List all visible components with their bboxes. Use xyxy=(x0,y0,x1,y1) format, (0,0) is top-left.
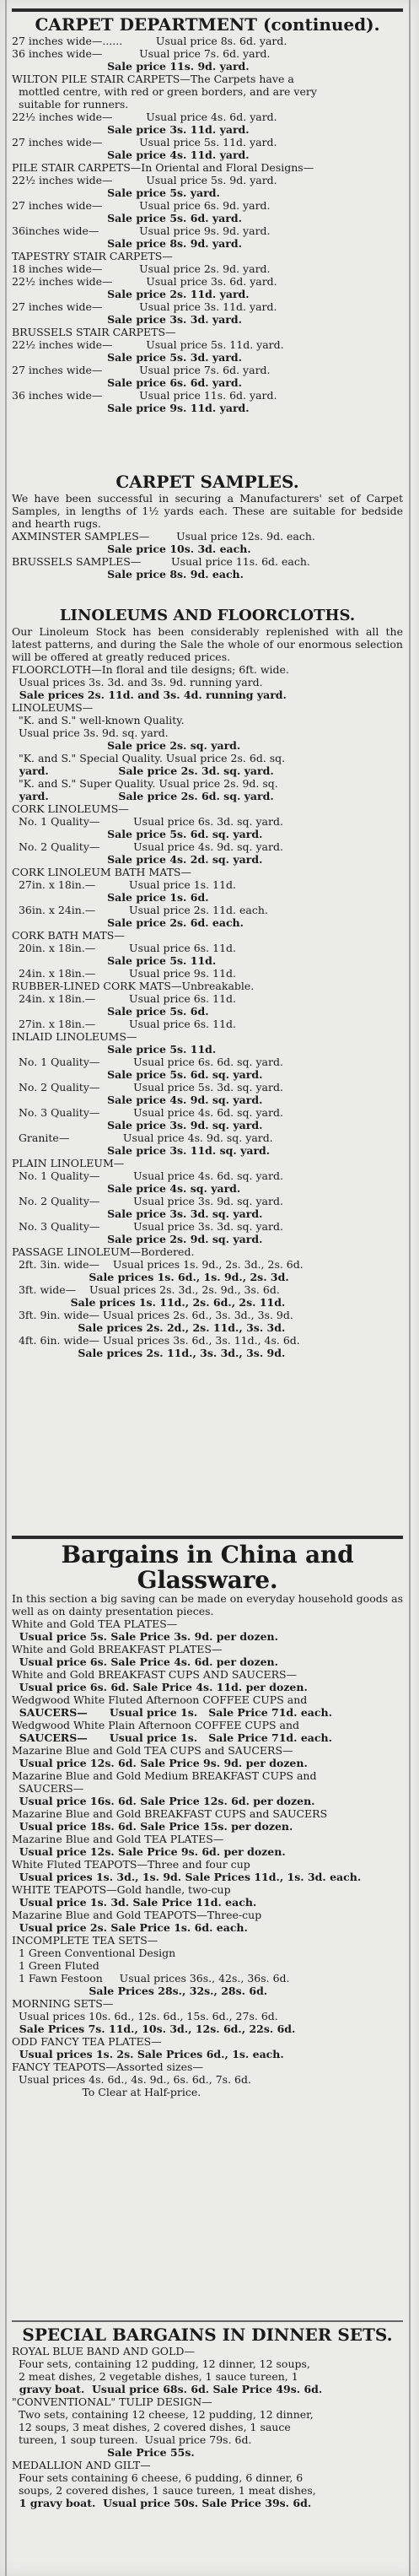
text-line: Four sets, containing 12 pudding, 12 dinner, 12 soups, xyxy=(12,2357,310,2370)
top-rule xyxy=(12,8,403,12)
text-line: 4ft. 6in. wide— Usual prices 3s. 6d., 3s. 11d., 4s. 6d. xyxy=(12,1333,300,1347)
text-line: Sale prices 1s. 11d., 2s. 6d., 2s. 11d. xyxy=(12,1295,286,1309)
text-line: Wedgwood White Fluted Afternoon COFFEE CUPS and xyxy=(12,1693,308,1707)
text-line: yard. Sale price 2s. 3d. sq. yard. xyxy=(12,764,274,777)
text-line: Sale price 3s. 9d. sq. yard. xyxy=(12,1118,263,1131)
text-line: Usual price 3s. 9d. sq. yard. xyxy=(12,726,169,739)
text-line: "K. and S." well-known Quality. xyxy=(12,713,185,726)
left-column-rule xyxy=(5,0,7,2576)
text-line: Usual price 6s. Sale Price 4s. 6d. per dozen. xyxy=(12,1655,278,1669)
text-line: Sale price 4s. 2d. sq. yard. xyxy=(12,852,263,866)
text-line: FLOORCLOTH—In floral and tile designs; 6ft. wide. xyxy=(12,662,289,676)
text-line: Usual price 1s. 3d. Sale Price 11d. each. xyxy=(12,1896,257,1909)
text-line: Usual price 12s. Sale Price 9s. 6d. per dozen. xyxy=(12,1845,286,1859)
text-line: Usual prices 10s. 6d., 12s. 6d., 15s. 6d., 27s. 6d. xyxy=(12,2010,278,2023)
text-line: Sale price 5s. 11d. xyxy=(12,953,217,967)
text-line: 27 inches wide— Usual price 7s. 6d. yard. xyxy=(12,364,271,376)
text-line: INCOMPLETE TEA SETS— xyxy=(12,1934,158,1947)
text-line: CORK LINOLEUM BATH MATS— xyxy=(12,865,191,878)
text-line: Sale price 5s. 6d. yard. xyxy=(12,212,242,224)
text-line: MORNING SETS— xyxy=(12,1997,114,2011)
text-line: 1 Fawn Festoon Usual prices 36s., 42s., 36s. 6d. xyxy=(12,1972,290,1985)
text-line: Sale price 5s. yard. xyxy=(12,186,220,199)
text-line: Sale price 8s. 9d. each. xyxy=(12,568,244,581)
text-line: Usual price 12s. 6d. Sale Price 9s. 9d. per dozen. xyxy=(12,1757,308,1770)
text-line: FANCY TEAPOTS—Assorted sizes— xyxy=(12,2060,203,2074)
text-line: TAPESTRY STAIR CARPETS— xyxy=(12,250,173,262)
text-line: INLAID LINOLEUMS— xyxy=(12,1029,137,1043)
text-line: 27in. x 18in.— Usual price 1s. 11d. xyxy=(12,878,236,891)
text-line: Sale price 3s. 11d. sq. yard. xyxy=(12,1143,271,1157)
text-line: Usual prices 1s. 3d., 1s. 9d. Sale Prices 11d., 1s. 3d. each. xyxy=(12,1871,362,1884)
text-line: 27 inches wide— Usual price 5s. 11d. yard. xyxy=(12,136,277,149)
text-line: Mazarine Blue and Gold TEAPOTS—Three-cup xyxy=(12,1909,262,1922)
carpet-lines xyxy=(12,35,403,414)
text-line: "K. and S." Super Quality. Usual price 2s. 9d. sq. xyxy=(12,776,278,790)
text-line: Wedgwood White Plain Afternoon COFFEE CUPS and xyxy=(12,1719,300,1732)
text-line: 1 gravy boat. Usual price 50s. Sale Price 39s. 6d. xyxy=(12,2497,312,2509)
text-line: No. 1 Quality— Usual price 4s. 6d. sq. yard. xyxy=(12,1169,283,1182)
text-line: Sale price 4s. sq. yard. xyxy=(12,1181,241,1195)
text-line: 36inches wide— Usual price 9s. 9d. yard. xyxy=(12,224,271,237)
text-line: Sale price 3s. 3d. sq. yard. xyxy=(12,1207,263,1220)
text-line: MEDALLION AND GILT— xyxy=(12,2459,151,2471)
text-line: SAUCERS— Usual price 1s. Sale Price 71d. each. xyxy=(12,1731,332,1745)
text-line: gravy boat. Usual price 68s. 6d. Sale Price 49s. 6d. xyxy=(12,2383,323,2395)
text-line: Sale price 4s. 9d. sq. yard. xyxy=(12,1093,263,1106)
text-line: 2ft. 3in. wide— Usual prices 1s. 9d., 2s. 3d., 2s. 6d. xyxy=(12,1257,304,1271)
text-line: Usual price 5s. Sale Price 3s. 9d. per dozen. xyxy=(12,1630,278,1644)
text-line: Sale Price 55s. xyxy=(12,2446,195,2459)
text-line: 24in. x 18in.— Usual price 6s. 11d. xyxy=(12,991,236,1005)
text-line: SAUCERS— Usual price 1s. Sale Price 71d. each. xyxy=(12,1706,332,1720)
text-line: CORK BATH MATS— xyxy=(12,928,125,942)
text-line: 27 inches wide—...... Usual price 8s. 6d. yard. xyxy=(12,35,287,47)
text-line: Sale price 11s. 9d. yard. xyxy=(12,60,250,73)
text-line: 27 inches wide— Usual price 3s. 11d. yard. xyxy=(12,300,277,313)
text-line: 27 inches wide— Usual price 6s. 9d. yard. xyxy=(12,199,271,212)
text-line: No. 1 Quality— Usual price 6s. 3d. sq. yard. xyxy=(12,814,283,828)
text-line: PILE STAIR CARPETS—In Oriental and Floral Designs— xyxy=(12,161,314,174)
china-top-rule xyxy=(12,1536,403,1539)
text-line: Sale price 10s. 3d. each. xyxy=(12,543,251,555)
text-line: Sale price 4s. 11d. yard. xyxy=(12,149,250,161)
china-title-2: Glassware. xyxy=(137,1565,278,1594)
text-line: No. 3 Quality— Usual price 4s. 6d. sq. yard. xyxy=(12,1105,283,1119)
text-line: Sale Prices 7s. 11d., 10s. 3d., 12s. 6d., 22s. 6d. xyxy=(12,2022,296,2036)
text-line: 18 inches wide— Usual price 2s. 9d. yard. xyxy=(12,262,271,275)
text-line: 3ft. wide— Usual prices 2s. 3d., 2s. 9d., 3s. 6d. xyxy=(12,1283,280,1296)
text-line: Sale price 2s. 6d. each. xyxy=(12,915,244,929)
text-line: No. 2 Quality— Usual price 4s. 9d. sq. yard. xyxy=(12,840,283,853)
text-line: No. 2 Quality— Usual price 3s. 9d. sq. yard. xyxy=(12,1194,283,1207)
text-line: 3ft. 9in. wide— Usual prices 2s. 6d., 3s. 3d., 3s. 9d. xyxy=(12,1308,293,1321)
china-intro: In this section a big saving can be made on everyday household goods as well as on dainty presentation pieces. xyxy=(12,1592,403,1618)
text-line: ROYAL BLUE BAND AND GOLD— xyxy=(12,2345,195,2357)
text-line: Usual price 18s. 6d. Sale Price 15s. per dozen. xyxy=(12,1820,293,1833)
samples-intro: We have been successful in securing a Manufacturers' set of Carpet Samples, in lengths of 1½ yards each. These are suitable for bedside and hearth rugs. xyxy=(12,492,403,530)
text-line: 36in. x 24in.— Usual price 2s. 11d. each. xyxy=(12,903,268,916)
text-line: LINOLEUMS— xyxy=(12,700,94,714)
text-line: Sale prices 2s. 11d., 3s. 3d., 3s. 9d. xyxy=(12,1346,286,1359)
text-line: Sale price 8s. 9d. yard. xyxy=(12,237,242,250)
text-line: Usual price 6s. 6d. Sale Price 4s. 11d. per dozen. xyxy=(12,1681,308,1694)
text-line: 27in. x 18in.— Usual price 6s. 11d. xyxy=(12,1017,236,1030)
text-line: Usual prices 3s. 3d. and 3s. 9d. running yard. xyxy=(12,675,263,689)
china-section xyxy=(12,1532,403,2098)
text-line: WHITE TEAPOTS—Gold handle, two-cup xyxy=(12,1883,231,1897)
text-line: Sale price 5s. 6d. sq. yard. xyxy=(12,827,263,840)
text-line: SAUCERS— xyxy=(12,1782,84,1796)
lino-title: LINOLEUMS AND FLOORCLOTHS. xyxy=(59,607,356,624)
text-line: No. 1 Quality— Usual price 6s. 6d. sq. yard. xyxy=(12,1055,283,1068)
dinner-title: SPECIAL BARGAINS IN DINNER SETS. xyxy=(22,2325,393,2345)
text-line: 1 Green Conventional Design xyxy=(12,1947,176,1960)
samples-lines xyxy=(12,530,403,581)
text-line: yard. Sale price 2s. 6d. sq. yard. xyxy=(12,789,274,802)
text-line: PASSAGE LINOLEUM—Bordered. xyxy=(12,1245,195,1258)
text-line: Sale price 3s. 3d. yard. xyxy=(12,313,242,326)
text-line: Sale price 3s. 11d. yard. xyxy=(12,123,250,136)
text-line: Two sets, containing 12 cheese, 12 pudding, 12 dinner, xyxy=(12,2408,314,2421)
right-column-rule xyxy=(409,0,411,2576)
text-line: mottled centre, with red or green borders, and are very xyxy=(12,85,317,98)
text-line: White and Gold TEA PLATES— xyxy=(12,1617,178,1631)
text-line: 20in. x 18in.— Usual price 6s. 11d. xyxy=(12,941,236,954)
text-line: "CONVENTIONAL" TULIP DESIGN— xyxy=(12,2395,212,2408)
text-line: "K. and S." Special Quality. Usual price 2s. 6d. sq. xyxy=(12,751,286,764)
lino-intro: Our Linoleum Stock has been considerably replenished with all the latest patterns, and during the Sale the whole of our enormous selection will be offered at greatly reduced prices. xyxy=(12,624,403,663)
text-line: Sale price 9s. 11d. yard. xyxy=(12,402,250,414)
text-line: Sale price 5s. 3d. yard. xyxy=(12,351,242,364)
text-line: Sale price 1s. 6d. xyxy=(12,890,209,904)
text-line: tureen, 1 soup tureen. Usual price 79s. 6d. xyxy=(12,2433,252,2446)
text-line: BRUSSELS STAIR CARPETS— xyxy=(12,326,176,338)
text-line: 1 Green Fluted xyxy=(12,1959,99,1973)
dinner-lines xyxy=(12,2345,403,2509)
lino-section xyxy=(12,608,403,1359)
china-lines xyxy=(12,1617,403,2098)
text-line: 36 inches wide— Usual price 11s. 6d. yard. xyxy=(12,389,277,402)
china-title-1: Bargains in China and xyxy=(61,1541,354,1569)
text-line: Sale prices 2s. 11d. and 3s. 4d. running yard. xyxy=(12,688,287,701)
text-line: ODD FANCY TEA PLATES— xyxy=(12,2035,162,2049)
text-line: RUBBER-LINED CORK MATS—Unbreakable. xyxy=(12,979,255,992)
text-line: Sale prices 1s. 6d., 1s. 9d., 2s. 3d. xyxy=(12,1270,289,1283)
text-line: BRUSSELS SAMPLES— Usual price 11s. 6d. each. xyxy=(12,555,310,568)
text-line: Sale price 5s. 11d. xyxy=(12,1042,217,1056)
text-line: Four sets containing 6 cheese, 6 pudding, 6 dinner, 6 xyxy=(12,2471,304,2484)
text-line: White and Gold BREAKFAST CUPS AND SAUCERS— xyxy=(12,1668,298,1682)
text-line: 22½ inches wide— Usual price 5s. 9d. yard. xyxy=(12,174,277,186)
text-line: Usual price 2s. Sale Price 1s. 6d. each. xyxy=(12,1921,248,1935)
text-line: 24in. x 18in.— Usual price 9s. 11d. xyxy=(12,966,236,980)
samples-title: CARPET SAMPLES. xyxy=(115,472,299,492)
dinner-section xyxy=(12,2317,403,2509)
text-line: Granite— Usual price 4s. 9d. sq. yard. xyxy=(12,1131,273,1144)
text-line: No. 3 Quality— Usual price 3s. 3d. sq. yard. xyxy=(12,1219,283,1233)
text-line: Mazarine Blue and Gold Medium BREAKFAST CUPS and xyxy=(12,1769,317,1783)
carpet-section xyxy=(12,5,403,414)
lino-lines xyxy=(12,663,403,1359)
text-line: Sale price 5s. 6d. sq. yard. xyxy=(12,1067,263,1081)
text-line: Usual price 16s. 6d. Sale Price 12s. 6d. per dozen. xyxy=(12,1795,315,1808)
text-line: To Clear at Half-price. xyxy=(12,2086,201,2099)
text-line: 12 soups, 3 meat dishes, 2 covered dishes, 1 sauce xyxy=(12,2421,291,2433)
text-line: 2 meat dishes, 2 vegetable dishes, 1 sauce tureen, 1 xyxy=(12,2370,298,2383)
text-line: Sale price 2s. 9d. sq. yard. xyxy=(12,1232,263,1245)
text-line: Mazarine Blue and Gold TEA CUPS and SAUCERS— xyxy=(12,1744,293,1758)
text-line: Sale Prices 28s., 32s., 28s. 6d. xyxy=(12,1985,268,1998)
text-line: No. 2 Quality— Usual price 5s. 3d. sq. yard. xyxy=(12,1080,283,1094)
text-line: AXMINSTER SAMPLES— Usual price 12s. 9d. each. xyxy=(12,530,315,543)
text-line: PLAIN LINOLEUM— xyxy=(12,1156,125,1169)
text-line: Sale price 5s. 6d. xyxy=(12,1004,209,1018)
text-line: Mazarine Blue and Gold BREAKFAST CUPS and SAUCERS xyxy=(12,1807,328,1821)
text-line: Usual prices 4s. 6d., 4s. 9d., 6s. 6d., 7s. 6d. xyxy=(12,2073,251,2087)
text-line: Sale price 6s. 6d. yard. xyxy=(12,376,242,389)
text-line: 36 inches wide— Usual price 7s. 6d. yard. xyxy=(12,47,271,60)
text-line: 22½ inches wide— Usual price 3s. 6d. yard. xyxy=(12,275,277,288)
text-line: Usual prices 1s. 2s. Sale Prices 6d., 1s. each. xyxy=(12,2048,284,2061)
text-line: CORK LINOLEUMS— xyxy=(12,802,129,815)
text-line: WILTON PILE STAIR CARPETS—The Carpets have a xyxy=(12,73,294,85)
carpet-title: CARPET DEPARTMENT (continued). xyxy=(35,14,380,35)
text-line: Mazarine Blue and Gold TEA PLATES— xyxy=(12,1833,224,1846)
text-line: Sale price 2s. 11d. yard. xyxy=(12,288,250,300)
text-line: soups, 2 covered dishes, 1 sauce tureen, 1 meat dishes, xyxy=(12,2484,316,2497)
dinner-top-rule xyxy=(12,2320,403,2322)
text-line: White and Gold BREAKFAST PLATES— xyxy=(12,1643,223,1656)
text-line: Sale prices 2s. 2d., 2s. 11d., 3s. 3d. xyxy=(12,1320,286,1334)
text-line: Sale price 2s. sq. yard. xyxy=(12,738,241,752)
text-line: 22½ inches wide— Usual price 5s. 11d. yard. xyxy=(12,338,284,351)
text-line: 22½ inches wide— Usual price 4s. 6d. yard. xyxy=(12,111,277,123)
samples-section xyxy=(12,473,403,581)
text-line: White Fluted TEAPOTS—Three and four cup xyxy=(12,1858,250,1871)
text-line: suitable for runners. xyxy=(12,98,129,111)
